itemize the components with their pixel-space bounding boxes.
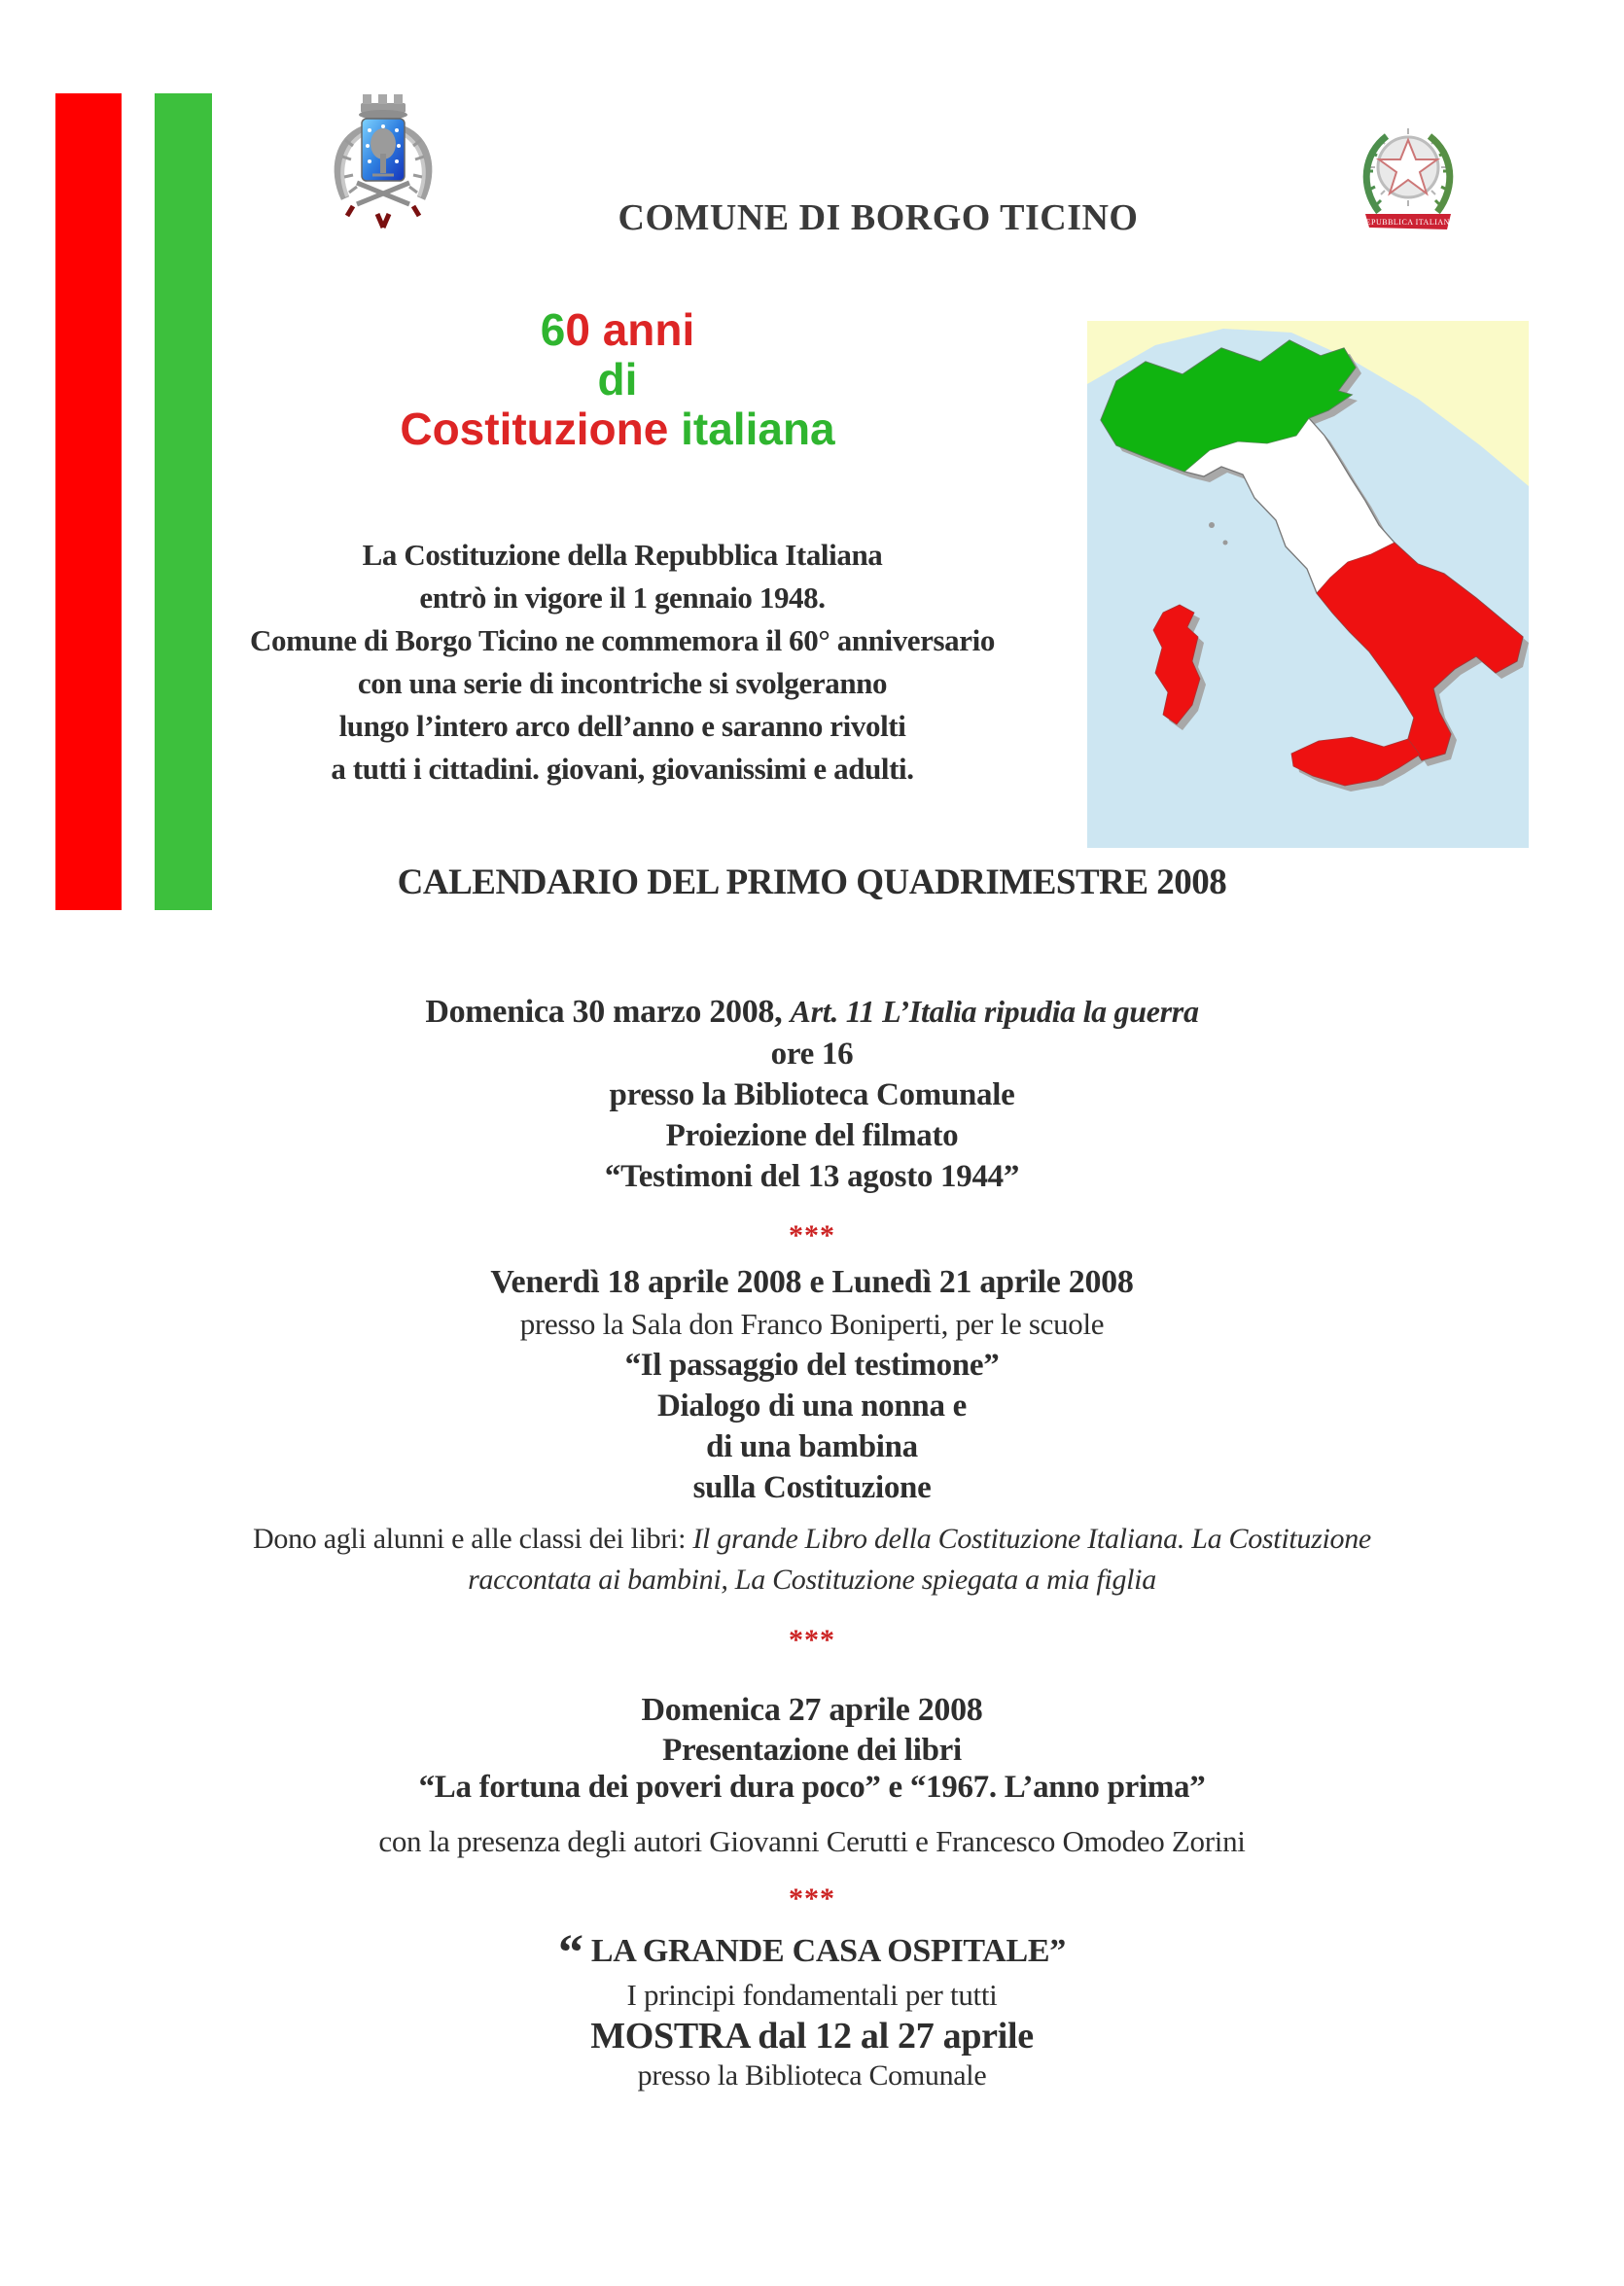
event4-title: LA GRANDE CASA OSPITALE” (590, 1933, 1066, 1969)
event2-subtitle-2: di una bambina (706, 1429, 918, 1464)
italian-republic-emblem-icon (1354, 117, 1463, 241)
event1-date-line (0, 994, 1624, 1031)
event1-venue: presso la Biblioteca Comunale (609, 1077, 1015, 1112)
borgo-ticino-coat-of-arms-icon (324, 89, 442, 237)
anniversary-60-red: 0 anni (565, 304, 695, 355)
anniversary-costituzione: Costituzione (400, 404, 682, 454)
intro-line: a tutti i cittadini. giovani, giovanissimi e adulti. (331, 752, 914, 786)
event2-subtitle-1: Dialogo di una nonna e (656, 1389, 967, 1424)
event3-book-titles: “La fortuna dei poveri dura poco” e “1967. L’anno prima” (418, 1770, 1206, 1805)
event4-mostra-dates: MOSTRA dal 12 al 27 aprile (590, 2016, 1034, 2057)
intro-paragraph (0, 534, 1245, 791)
event1-activity: Proiezione del filmato (665, 1118, 959, 1153)
book-gift-titles-1: Il grande Libro della Costituzione Italiana. La Costituzione (692, 1523, 1371, 1555)
event2-date: Venerdì 18 aprile 2008 e Lunedì 21 aprile 2008 (490, 1264, 1134, 1300)
book-gift-intro: Dono agli alunni e alle classi dei libri: (253, 1523, 693, 1555)
intro-line: con una serie di incontriche si svolgeranno (357, 666, 888, 700)
intro-line: lungo l’intero arco dell’anno e saranno rivolti (338, 709, 906, 743)
separator-asterisks: *** (789, 1624, 835, 1656)
event1-time: ore 16 (770, 1037, 854, 1072)
event3-activity: Presentazione dei libri (662, 1733, 962, 1768)
event3-authors: con la presenza degli autori Giovanni Cerutti e Francesco Omodeo Zorini (378, 1824, 1246, 1858)
anniversary-line-1 (0, 305, 1235, 355)
intro-line: entrò in vigore il 1 gennaio 1948. (419, 580, 826, 615)
intro-line: La Costituzione della Repubblica Italiana (362, 538, 883, 572)
anniversary-60-green: 6 (540, 304, 566, 355)
event1-date: Domenica 30 marzo 2008, (425, 994, 783, 1030)
calendar-heading: CALENDARIO DEL PRIMO QUADRIMESTRE 2008 (397, 862, 1227, 902)
republic-emblem-icon (1354, 117, 1463, 241)
event4-opening-quote: “ (557, 1925, 583, 1981)
event1-article-reference: Art. 11 L’Italia ripudia la guerra (790, 994, 1199, 1029)
event2-venue: presso la Sala don Franco Boniperti, per le scuole (519, 1307, 1105, 1341)
separator-asterisks: *** (789, 1219, 835, 1251)
event2-title: “Il passaggio del testimone” (624, 1348, 1000, 1383)
anniversary-line-3 (0, 404, 1235, 454)
municipal-crest-icon (324, 89, 442, 237)
emblem-ribbon-text: REPUBBLICA ITALIANA (1359, 218, 1457, 227)
event3-date: Domenica 27 aprile 2008 (641, 1692, 983, 1728)
anniversary-title (0, 305, 1235, 454)
separator-asterisks: *** (789, 1882, 835, 1915)
event4-subtitle: I principi fondamentali per tutti (626, 1978, 998, 2012)
book-gift-line-1 (0, 1523, 1624, 1556)
page-title: COMUNE DI BORGO TICINO (618, 197, 1139, 238)
event4-venue: presso la Biblioteca Comunale (637, 2059, 987, 2092)
italy-flag-map (1087, 321, 1529, 848)
event1-film-title: “Testimoni del 13 agosto 1944” (604, 1159, 1020, 1194)
italy-map-icon (1087, 321, 1529, 848)
anniversary-line-2: di (597, 354, 638, 404)
anniversary-italiana: italiana (681, 404, 835, 454)
event2-subtitle-3: sulla Costituzione (692, 1470, 932, 1505)
intro-line: Comune di Borgo Ticino ne commemora il 60° anniversario (250, 623, 995, 657)
book-gift-line-2: raccontata ai bambini, La Costituzione spiegata a mia figlia (468, 1564, 1156, 1596)
event4-title-line (0, 1925, 1624, 1981)
